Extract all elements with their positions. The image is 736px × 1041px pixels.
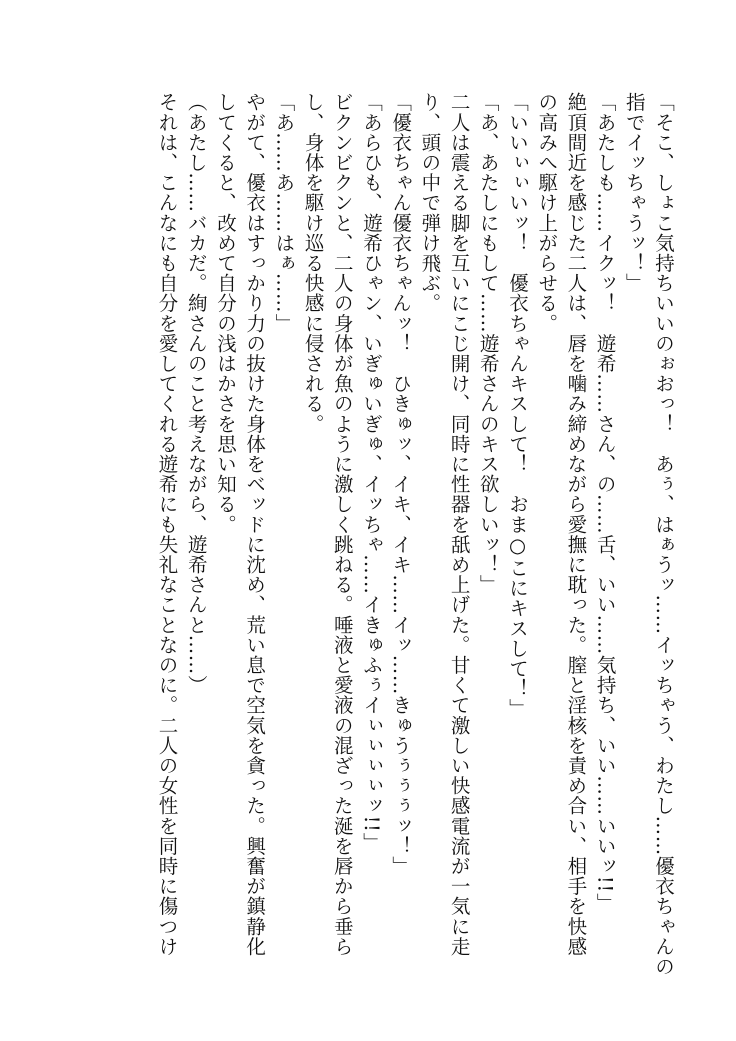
text-line: 「そこ、しょこ気持ちいいのぉおっ！ あぅ、はぁうッ……イッちゃう、わたし……優衣ちゃんの (652, 92, 675, 977)
text-line: してくると、改めて自分の浅はかさを思い知る。 (213, 92, 237, 535)
text-line: やがて、優衣はすっかり力の抜けた身体をベッドに沈め、荒い息で空気を貪った。興奮が鎮静化 (243, 92, 267, 957)
text-line: それは、こんなにも自分を愛してくれる遊希にも失礼なことなのに。二人の女性を同時に傷つけ (155, 92, 179, 957)
text-line: 「あ、あたしにもして……遊希さんのキス欲しいッ！」 (476, 92, 500, 595)
text-line: 「あたしも……イクッ！ 遊希……さん、の……舌、いい……気持ち、いい……いいッ!!」 (593, 92, 617, 913)
text-line: 絶頂間近を感じた二人は、唇を噛み締めながら愛撫に耽った。膣と淫核を責め合い、相手を快感 (564, 92, 588, 957)
vertical-text-body (152, 92, 678, 977)
text-line: （あたし……バカだ。絢さんのこと考えながら、遊希さんと……） (184, 92, 208, 695)
text-line: 「優衣ちゃん優衣ちゃんッ！ ひきゅッ、イキ、イキ……イッ……きゅうぅぅぅッ！」 (389, 92, 413, 876)
text-line: 「あ……あ……はぁ……」 (272, 92, 296, 334)
text-line: し、身体を駆け巡る快感に侵される。 (301, 92, 325, 434)
text-line: 二人は震える脚を互いにこじ開け、同時に性器を舐め上げた。甘くて激しい快感電流が一気に走 (447, 92, 471, 957)
text-line: の高みへ駆け上がらせる。 (535, 92, 559, 334)
text-line: ビクンビクンと、二人の身体が魚のように激しく跳ねる。唾液と愛液の混ざった涎を唇から垂ら (330, 92, 354, 957)
text-line: り、頭の中で弾け飛ぶ。 (418, 92, 442, 314)
text-line: 「いいぃぃいッ！ 優衣ちゃんキスして！ おま○こにキスして！」 (505, 92, 529, 719)
text-line: 指でイッちゃうッ！」 (622, 92, 646, 293)
text-line: 「あらひも、遊希ひゃン、いぎゅいぎゅ、イッちゃ……イきゅふぅイぃぃぃぃッ!!」 (359, 92, 383, 853)
